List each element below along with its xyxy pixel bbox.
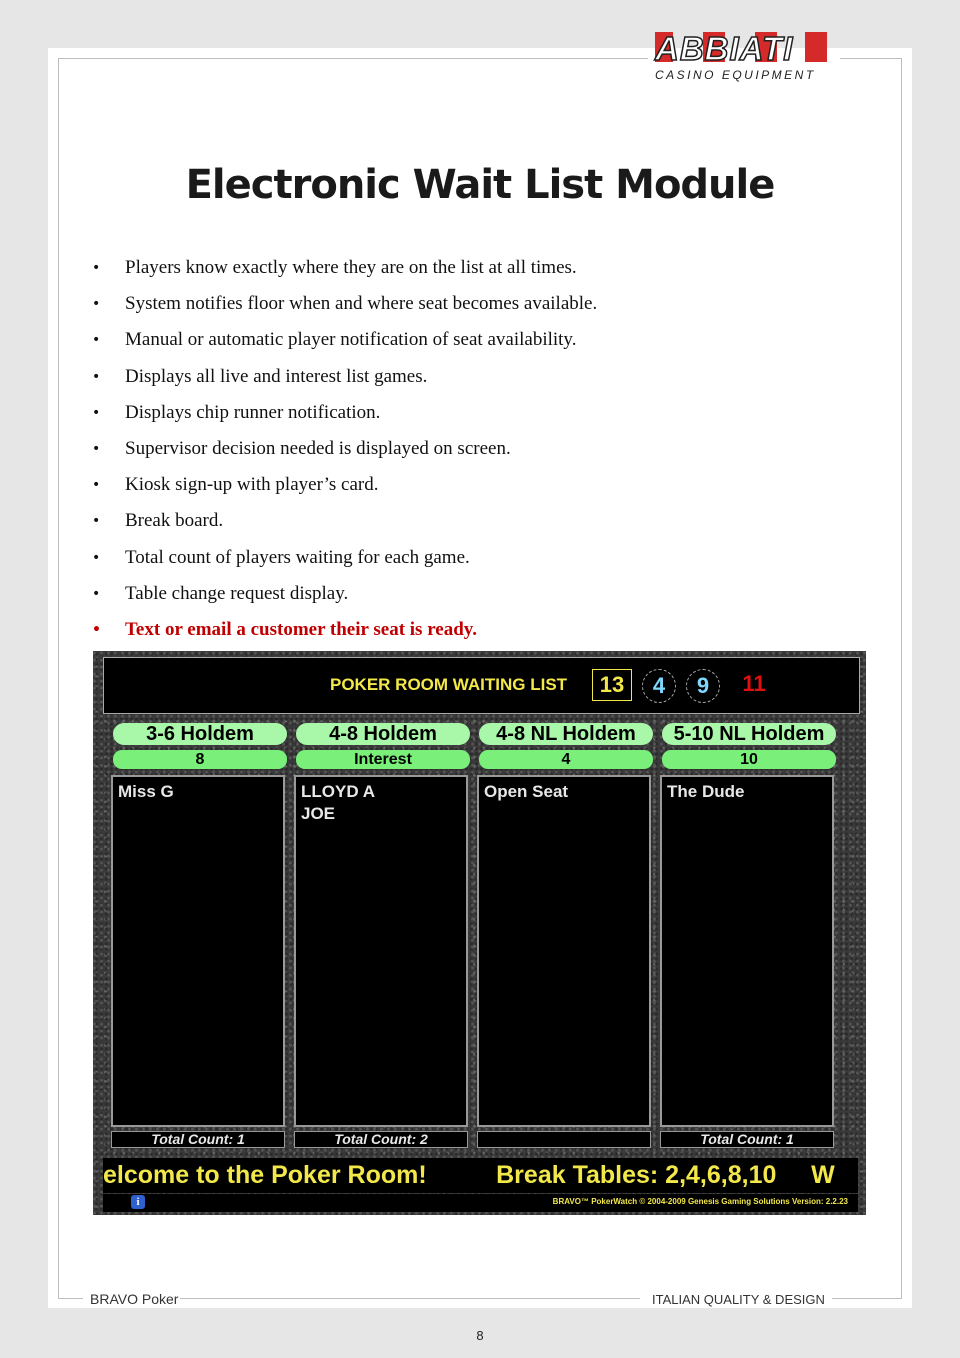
feature-list [92, 255, 597, 653]
game-name[interactable]: 3-6 Holdem [113, 723, 287, 745]
waitlist-title: POKER ROOM WAITING LIST [330, 675, 568, 694]
total-count [477, 1131, 651, 1148]
list-item-highlight: • Text or email a customer their seat is ready. [92, 617, 597, 653]
page-title: Electronic Wait List Module [185, 162, 775, 208]
frame-left-line [58, 58, 59, 1298]
list-item: • Manual or automatic player notification of seat availability. [92, 327, 597, 363]
frame-top-line-right [840, 58, 902, 59]
list-item: • Supervisor decision needed is displayed on screen. [92, 436, 597, 472]
logo-tagline: CASINO EQUIPMENT [655, 68, 816, 82]
count-badge: 9 [686, 669, 720, 703]
player-entry[interactable]: Open Seat [484, 782, 569, 801]
frame-bottom-line-right [832, 1298, 902, 1299]
list-item: • Kiosk sign-up with player’s card. [92, 472, 597, 508]
list-item: • Displays all live and interest list games. [92, 364, 597, 400]
list-item: • Total count of players waiting for each game. [92, 545, 597, 581]
count-badge: 4 [642, 669, 676, 703]
waitlist-header [103, 657, 860, 714]
waitlist-screenshot [93, 651, 866, 1215]
total-count: Total Count: 1 [111, 1131, 285, 1148]
frame-bottom-line-mid [180, 1298, 640, 1299]
total-count-badge: 13 [592, 669, 632, 701]
total-count: Total Count: 2 [294, 1131, 468, 1148]
list-item: • Break board. [92, 508, 597, 544]
game-column [477, 775, 651, 1127]
scrolling-ticker [103, 1158, 858, 1193]
page-number: 8 [476, 1328, 484, 1343]
game-column [294, 775, 468, 1127]
total-count: Total Count: 1 [660, 1131, 834, 1148]
game-column [660, 775, 834, 1127]
game-column [111, 775, 285, 1127]
list-item: • Displays chip runner notification. [92, 400, 597, 436]
player-entry[interactable]: JOE [301, 804, 336, 823]
abbiati-logo [655, 30, 835, 85]
logo-brand: ABBIATI [655, 30, 794, 67]
frame-top-line [58, 58, 648, 59]
list-item: • System notifies floor when and where seat becomes available. [92, 291, 597, 327]
player-entry[interactable]: Miss G [118, 782, 174, 801]
game-count: 8 [113, 750, 287, 769]
game-count: 10 [662, 750, 836, 769]
frame-right-line [901, 58, 902, 1298]
player-entry[interactable]: LLOYD A [301, 782, 375, 801]
game-count: 4 [479, 750, 653, 769]
info-icon[interactable]: i [131, 1195, 145, 1209]
list-item: • Players know exactly where they are on the list at all times. [92, 255, 597, 291]
alert-count-badge: 11 [742, 671, 766, 696]
game-count: Interest [296, 750, 470, 769]
player-entry[interactable]: The Dude [667, 782, 745, 801]
status-bar [103, 1194, 858, 1212]
list-item: • Table change request display. [92, 581, 597, 617]
footer-left: BRAVO Poker [90, 1291, 179, 1307]
game-name[interactable]: 4-8 NL Holdem [479, 723, 653, 745]
game-name[interactable]: 4-8 Holdem [296, 723, 470, 745]
copyright-text: BRAVO™ PokerWatch © 2004-2009 Genesis Gaming Solutions Version: 2.2.23 [552, 1197, 848, 1206]
game-name[interactable]: 5-10 NL Holdem [662, 723, 836, 745]
frame-bottom-line-left [58, 1298, 83, 1299]
ticker-text: elcome to the Poker Room! Break Tables: 2,4,6,8,10 W [103, 1161, 835, 1189]
footer-right: ITALIAN QUALITY & DESIGN [652, 1292, 825, 1307]
